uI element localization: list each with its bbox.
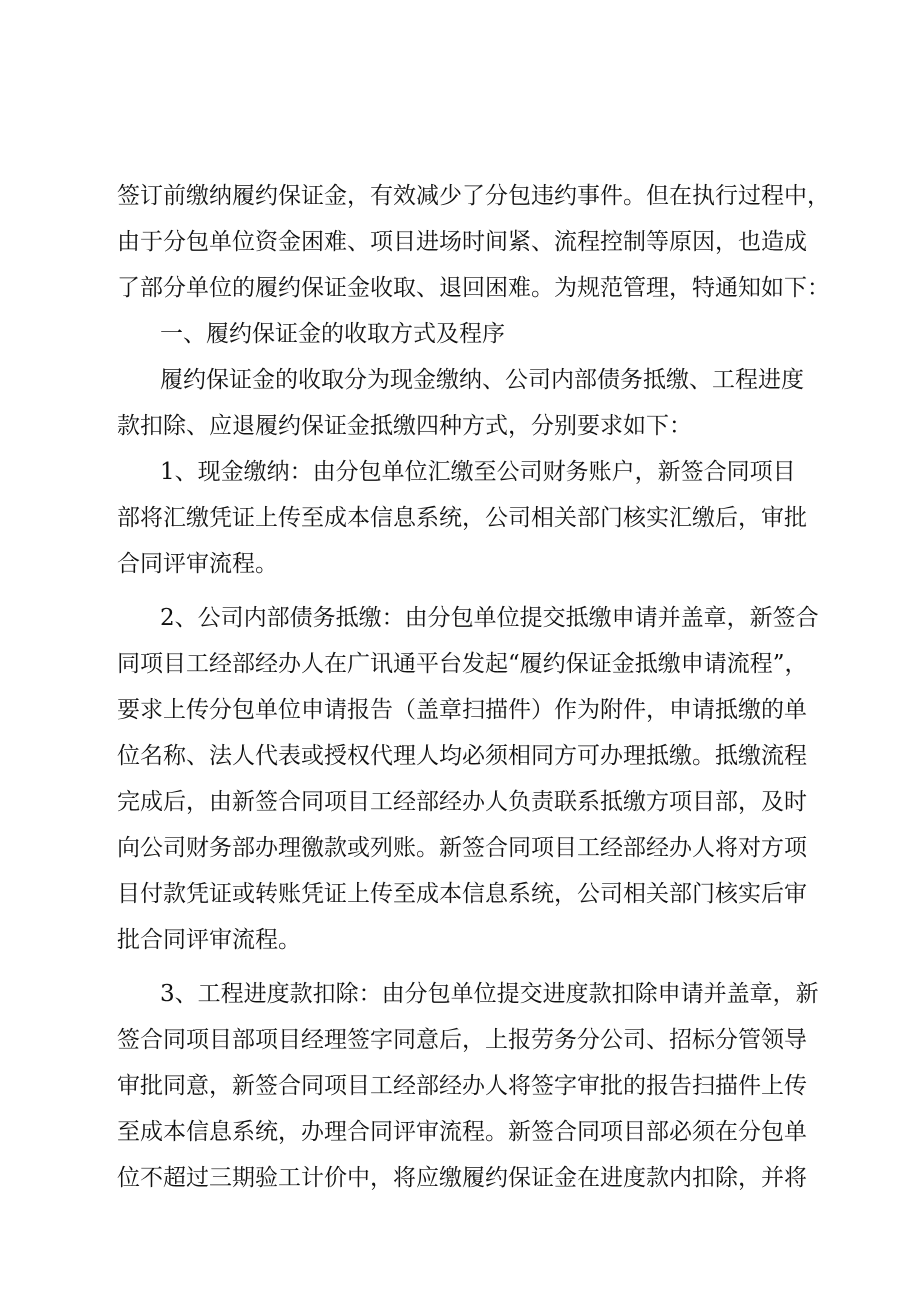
paragraph-line: 目付款凭证或转账凭证上传至成本信息系统，公司相关部门核实后审 (117, 881, 807, 907)
paragraph-line: 完成后，由新签合同项目工经部经办人负责联系抵缴方项目部，及时 (117, 789, 807, 815)
paragraph-line: 部将汇缴凭证上传至成本信息系统，公司相关部门核实汇缴后，审批 (117, 505, 807, 531)
paragraph-line: 由于分包单位资金困难、项目进场时间紧、流程控制等原因，也造成 (117, 229, 807, 255)
paragraph-line: 款扣除、应退履约保证金抵缴四种方式，分别要求如下： (117, 413, 692, 439)
paragraph-line: 位不超过三期验工计价中，将应缴履约保证金在进度款内扣除，并将 (117, 1165, 807, 1191)
paragraph-line: 审批同意，新签合同项目工经部经办人将签字审批的报告扫描件上传 (117, 1073, 807, 1099)
paragraph-line: 向公司财务部办理徼款或列账。新签合同项目工经部经办人将对方项 (117, 835, 807, 861)
paragraph-line: 合同评审流程。 (117, 551, 278, 577)
paragraph-line: 1、现金缴纳：由分包单位汇缴至公司财务账户，新签合同项目 (160, 459, 796, 485)
paragraph-line: 了部分单位的履约保证金收取、退回困难。为规范管理，特通知如下： (117, 275, 830, 301)
paragraph-line: 签订前缴纳履约保证金，有效减少了分包违约事件。但在执行过程中， (117, 183, 830, 209)
section-heading: 一、履约保证金的收取方式及程序 (160, 321, 505, 347)
paragraph-line: 位名称、法人代表或授权代理人均必须相同方可办理抵缴。抵缴流程 (117, 743, 807, 769)
paragraph-line: 同项目工经部经办人在广讯通平台发起“履约保证金抵缴申请流程”， (117, 651, 808, 677)
paragraph-line: 要求上传分包单位申请报告（盖章扫描件）作为附件，申请抵缴的单 (117, 697, 807, 723)
paragraph-line: 2、公司内部债务抵缴：由分包单位提交抵缴申请并盖章，新签合 (160, 605, 819, 631)
paragraph-line: 至成本信息系统，办理合同评审流程。新签合同项目部必须在分包单 (117, 1119, 807, 1145)
paragraph-line: 签合同项目部项目经理签字同意后，上报劳务分公司、招标分管领导 (117, 1027, 807, 1053)
paragraph-line: 履约保证金的收取分为现金缴纳、公司内部债务抵缴、工程进度 (160, 367, 804, 393)
paragraph-line: 批合同评审流程。 (117, 927, 301, 953)
paragraph-line: 3、工程进度款扣除：由分包单位提交进度款扣除申请并盖章，新 (160, 981, 819, 1007)
